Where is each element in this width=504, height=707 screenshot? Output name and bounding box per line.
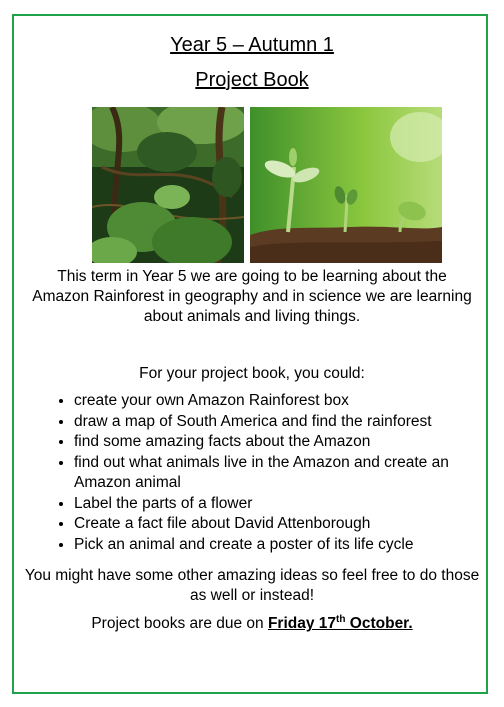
due-suffix: th (336, 614, 346, 625)
list-item: • find out what animals live in the Amazon and create an Amazon animal (74, 453, 494, 494)
due-prefix: Project books are due on (91, 615, 268, 633)
list-item: • find some amazing facts about the Amazon (74, 432, 494, 453)
list-item: • create your own Amazon Rainforest box (74, 391, 494, 412)
list-item: • Create a fact file about David Attenborough (74, 514, 494, 535)
due-month: October. (345, 615, 413, 633)
due-date (268, 615, 413, 632)
intro-paragraph: This term in Year 5 we are going to be learning about the Amazon Rainforest in geography and in science we are learning about animals and living things. (32, 268, 472, 325)
ideas-heading: For your project book, you could: (139, 365, 365, 382)
seedlings-image (250, 107, 442, 263)
page-title: Year 5 – Autumn 1 (170, 34, 334, 56)
list-item: • Label the parts of a flower (74, 494, 494, 515)
page-subtitle: Project Book (195, 69, 309, 91)
due-day: Friday 17 (267, 615, 337, 633)
list-item: • draw a map of South America and find the rainforest (74, 412, 494, 433)
outro-paragraph: You might have some other amazing ideas so feel free to do those as well or instead! (24, 567, 480, 604)
due-date-line (0, 614, 504, 633)
list-item: • Pick an animal and create a poster of its life cycle (74, 535, 494, 556)
ideas-list (52, 391, 494, 555)
rainforest-image (92, 107, 244, 263)
